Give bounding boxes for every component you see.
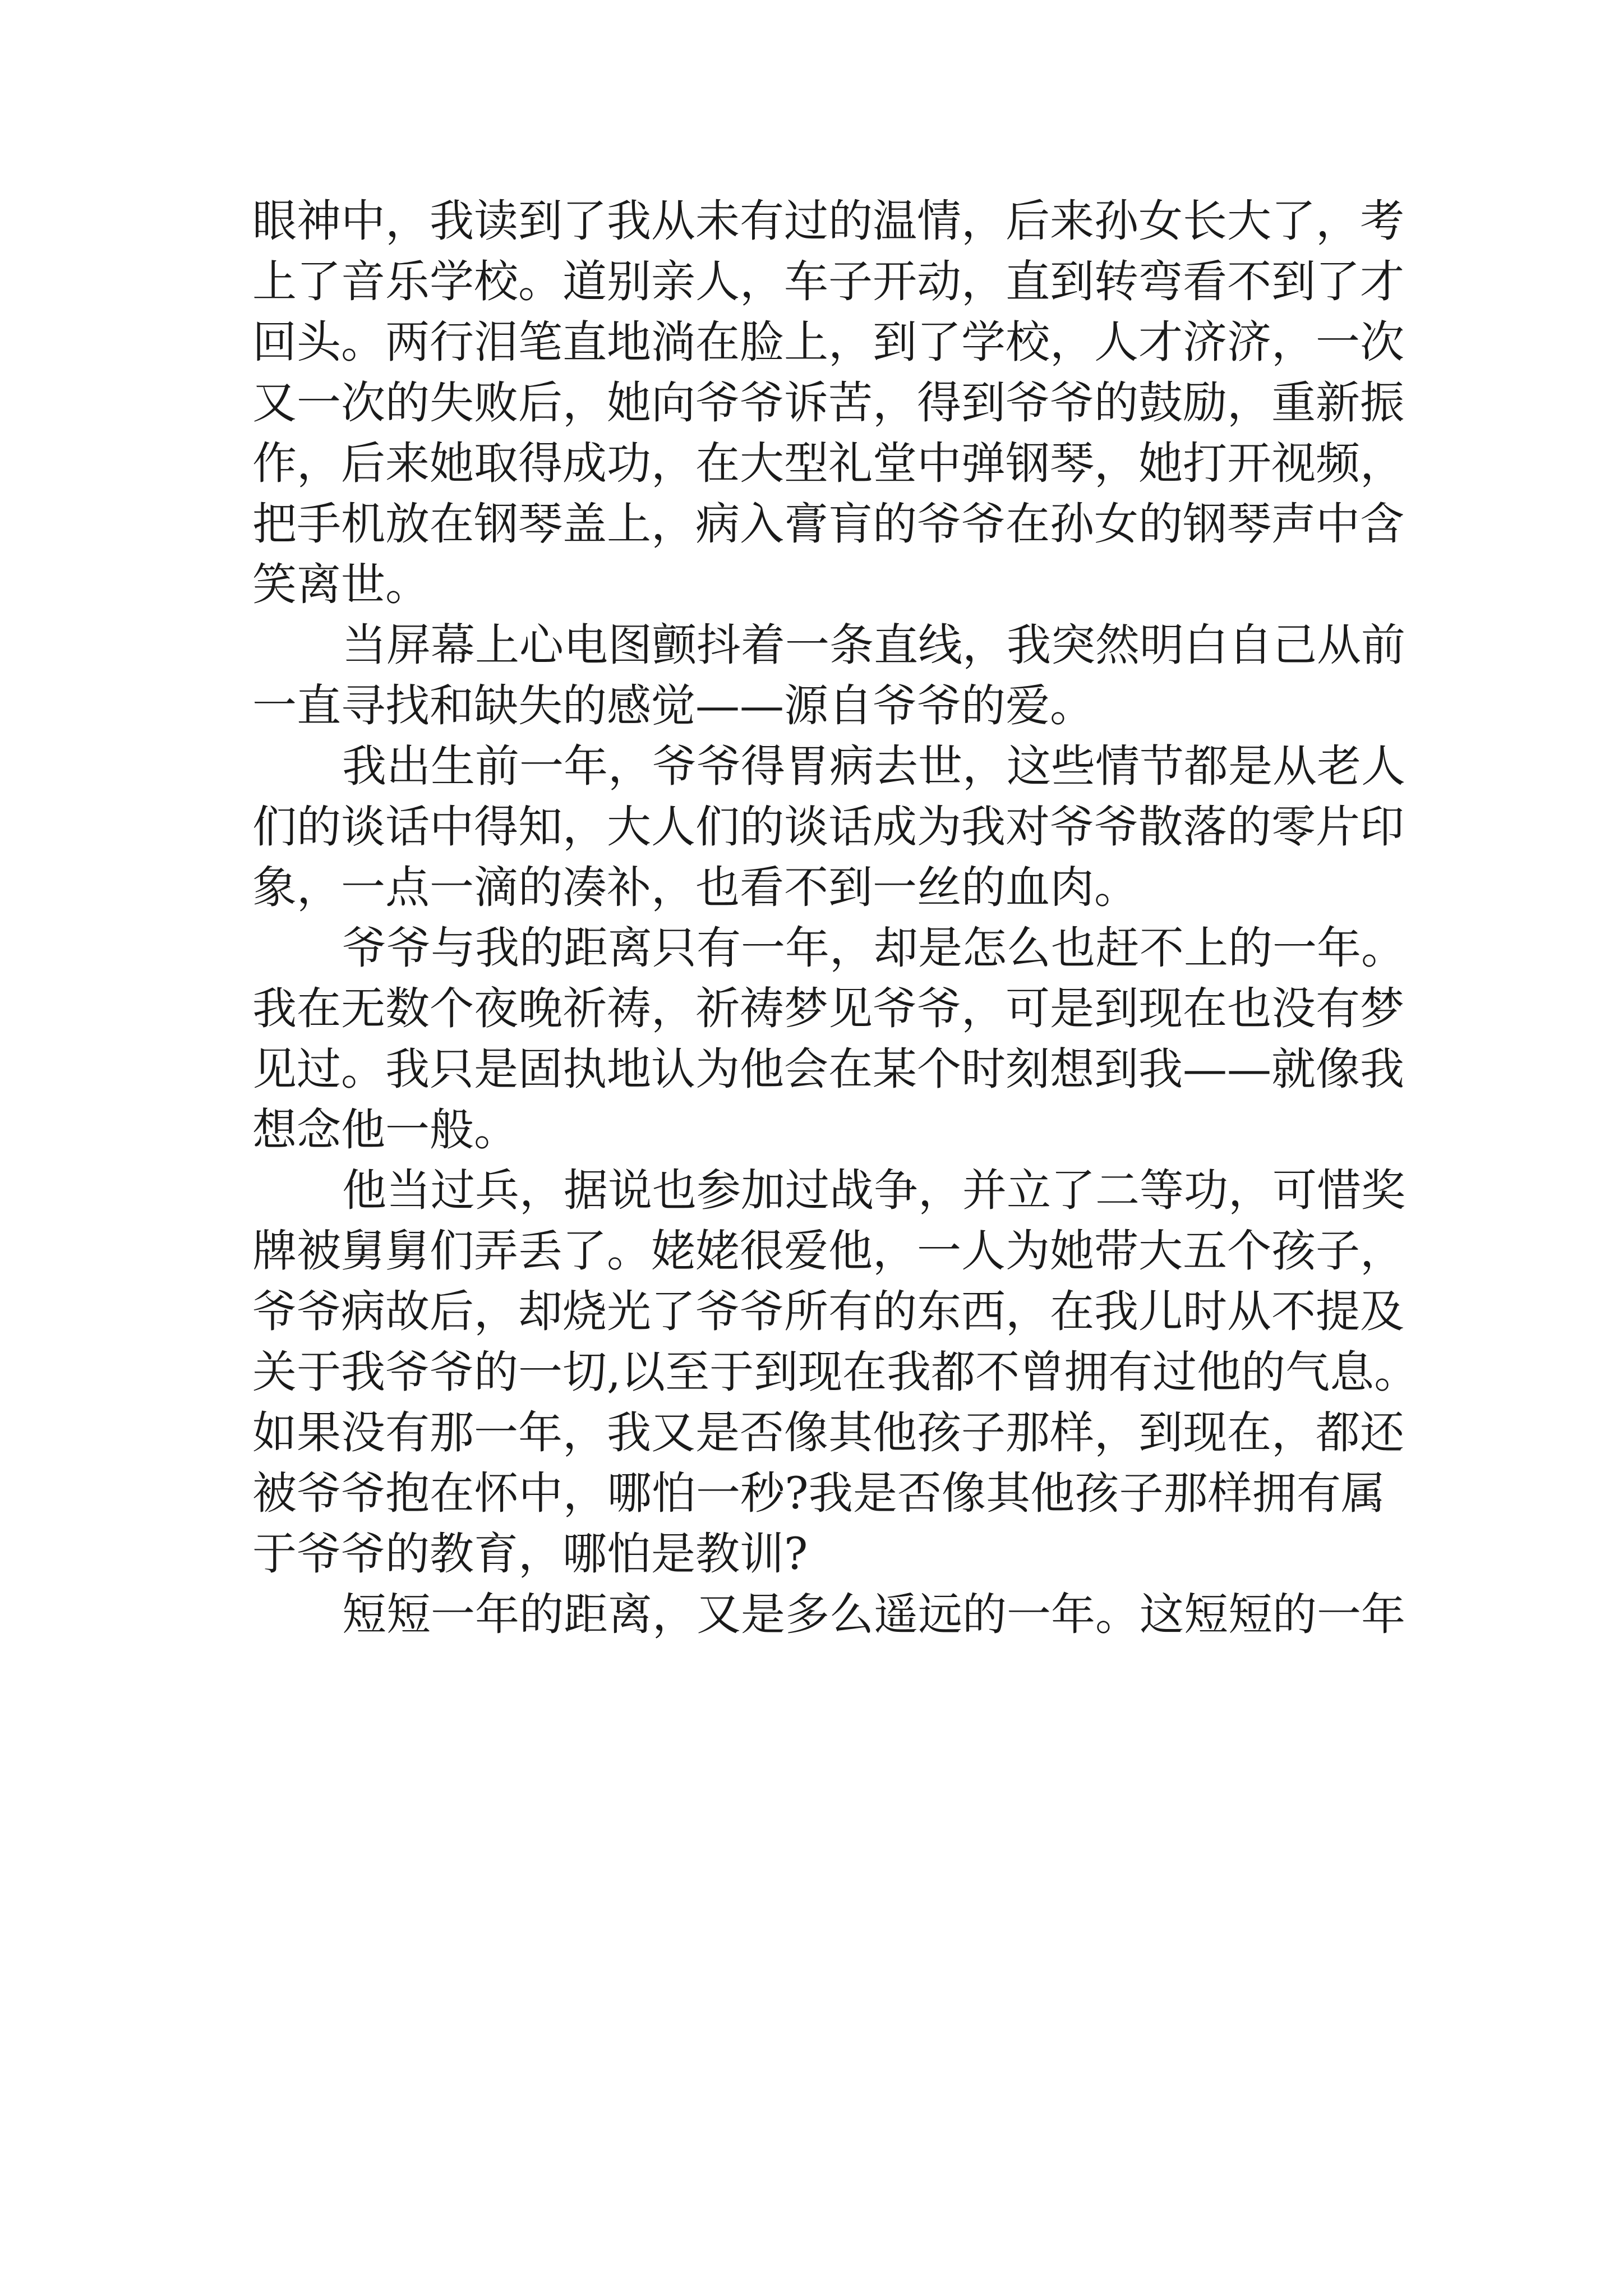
text-line: 想念他一般。 [252, 1104, 518, 1156]
paragraph [252, 615, 1405, 736]
text-line: 象，一点一滴的凑补，也看不到一丝的血肉。 [252, 862, 1138, 913]
text-line: 短短一年的距离，又是多么遥远的一年。这短短的一年 [342, 1589, 1405, 1640]
text-line: 一直寻找和缺失的感觉——源自爷爷的爱。 [252, 680, 1094, 731]
text-line: 于爷爷的教育，哪怕是教训? [252, 1528, 808, 1580]
paragraph [252, 1584, 1405, 1645]
text-line: 爷爷病故后，却烧光了爷爷所有的东西，在我儿时从不提及 [252, 1286, 1404, 1337]
text-line: 爷爷与我的距离只有一年，却是怎么也赶不上的一年。 [342, 922, 1405, 974]
paragraph [252, 736, 1405, 918]
text-line: 作，后来她取得成功，在大型礼堂中弹钢琴，她打开视频， [252, 438, 1404, 489]
paragraph [252, 191, 1404, 615]
text-line: 牌被舅舅们弄丢了。姥姥很爱他，一人为她带大五个孩子， [252, 1225, 1404, 1277]
text-line: 见过。我只是固执地认为他会在某个时刻想到我——就像我 [252, 1043, 1404, 1095]
text-line: 关于我爷爷的一切,以至于到现在我都不曾拥有过他的气息。 [252, 1346, 1419, 1398]
text-line: 又一次的失败后，她向爷爷诉苦，得到爷爷的鼓励，重新振 [252, 377, 1404, 429]
paragraph [252, 1160, 1419, 1584]
text-line: 上了音乐学校。道别亲人，车子开动，直到转弯看不到了才 [252, 256, 1404, 307]
text-line: 被爷爷抱在怀中，哪怕一秒?我是否像其他孩子那样拥有属 [252, 1467, 1385, 1519]
text-line: 们的谈话中得知，大人们的谈话成为我对爷爷散落的零片印 [252, 801, 1404, 853]
text-line: 眼神中，我读到了我从未有过的温情，后来孙女长大了，考 [252, 195, 1404, 247]
text-line: 我出生前一年，爷爷得胃病去世，这些情节都是从老人 [342, 740, 1405, 792]
text-line: 他当过兵，据说也参加过战争，并立了二等功，可惜奖 [342, 1165, 1405, 1216]
text-line: 如果没有那一年，我又是否像其他孩子那样，到现在，都还 [252, 1407, 1404, 1458]
text-line: 笑离世。 [252, 559, 430, 610]
article-body [252, 191, 1419, 1645]
text-line: 我在无数个夜晚祈祷，祈祷梦见爷爷，可是到现在也没有梦 [252, 983, 1404, 1034]
text-line: 把手机放在钢琴盖上，病入膏肓的爷爷在孙女的钢琴声中含 [252, 498, 1404, 550]
text-line: 当屏幕上心电图颤抖着一条直线，我突然明白自己从前 [342, 619, 1405, 671]
text-line: 回头。两行泪笔直地淌在脸上，到了学校，人才济济，一次 [252, 316, 1404, 368]
paragraph [252, 918, 1405, 1160]
